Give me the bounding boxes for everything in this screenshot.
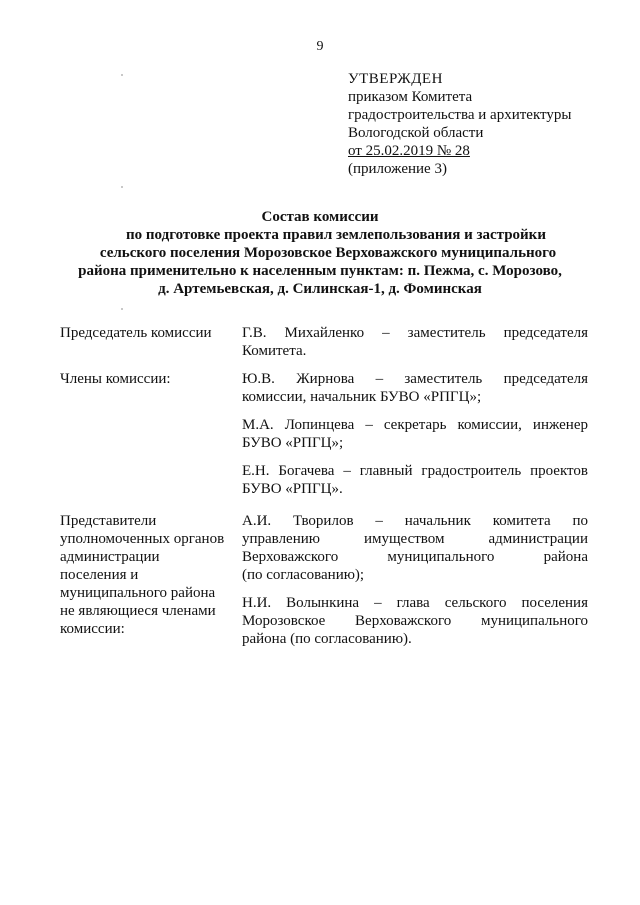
heading-line: по подготовке проекта правил землепользования и застройки xyxy=(126,227,546,243)
section-label xyxy=(60,324,238,342)
scan-speck xyxy=(121,308,123,310)
member-entry xyxy=(242,416,588,452)
member-entry xyxy=(242,462,588,498)
member-entry xyxy=(242,324,588,360)
scan-speck xyxy=(121,74,123,76)
member-line: Верховажского муниципального района xyxy=(242,549,588,565)
scan-speck xyxy=(121,186,123,188)
section-label xyxy=(60,370,238,388)
approval-block xyxy=(348,70,598,178)
heading-line: д. Артемьевская, д. Силинская-1, д. Фоминская xyxy=(158,281,482,297)
member-line: Ю.В. Жирнова – заместитель председателя xyxy=(242,371,588,387)
member-line: Морозовское Верховажского муниципального xyxy=(242,613,588,629)
section-label-line: уполномоченных органов xyxy=(60,531,225,547)
section-label-line: муниципального района xyxy=(60,585,216,601)
member-line: управлению имуществом администрации xyxy=(242,531,588,547)
approval-line: приказом Комитета xyxy=(348,89,473,105)
section-label-line: комиссии: xyxy=(60,621,125,637)
heading-line: района применительно к населенным пунктам: п. Пежма, с. Морозово, xyxy=(78,263,562,279)
section-label-line: Представители xyxy=(60,513,157,529)
member-line: Е.Н. Богачева – главный градостроитель проектов xyxy=(242,463,588,479)
member-line: БУВО «РПГЦ»; xyxy=(242,435,344,451)
member-line: А.И. Творилов – начальник комитета по xyxy=(242,513,588,529)
section-label-line: Члены комиссии: xyxy=(60,371,171,387)
member-line: района (по согласованию). xyxy=(242,631,412,647)
member-line: Комитета. xyxy=(242,343,307,359)
member-line: Г.В. Михайленко – заместитель председателя xyxy=(242,325,588,341)
section-label-line: администрации xyxy=(60,549,160,565)
member-line: БУВО «РПГЦ». xyxy=(242,481,343,497)
member-line: (по согласованию); xyxy=(242,567,365,583)
member-line: М.А. Лопинцева – секретарь комиссии, инженер xyxy=(242,417,588,433)
member-entry xyxy=(242,512,588,584)
section-label-line: поселения и xyxy=(60,567,139,583)
heading-line: сельского поселения Морозовское Верховажского муниципального xyxy=(99,245,557,261)
section-label-line: Председатель комиссии xyxy=(60,325,212,341)
member-entry xyxy=(242,594,588,648)
approval-title: УТВЕРЖДЕН xyxy=(348,71,443,87)
page-number: 9 xyxy=(316,39,324,54)
approval-attachment: (приложение 3) xyxy=(348,161,447,177)
section-label-line: не являющиеся членами xyxy=(60,603,216,619)
section-label xyxy=(60,512,238,638)
member-line: комиссии, начальник БУВО «РПГЦ»; xyxy=(242,389,482,405)
document-heading xyxy=(40,208,600,298)
heading-title: Состав комиссии xyxy=(261,209,379,225)
approval-line: градостроительства и архитектуры xyxy=(348,107,572,123)
member-entry xyxy=(242,370,588,406)
approval-line: Вологодской области xyxy=(348,125,484,141)
approval-date-line: от 25.02.2019 № 28 xyxy=(348,143,470,159)
member-line: Н.И. Волынкина – глава сельского поселения xyxy=(242,595,588,611)
